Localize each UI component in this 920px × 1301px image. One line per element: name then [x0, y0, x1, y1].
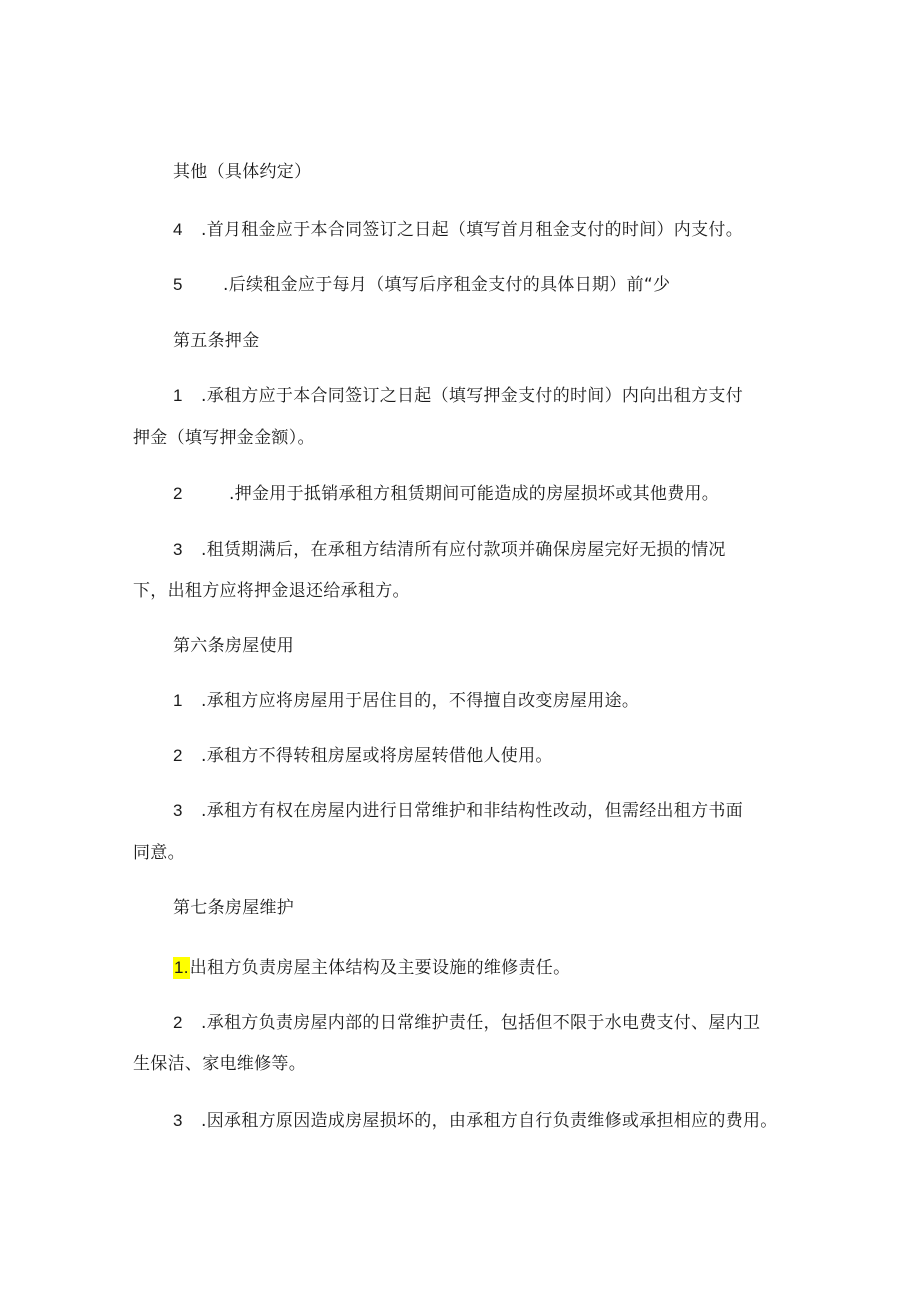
item-number: 2 — [173, 746, 183, 765]
paragraph-text: .首月租金应于本合同签订之日起（填写首月租金支付的时间）内支付。 — [201, 220, 744, 240]
highlighted-item-number: 1. — [174, 958, 189, 977]
paragraph-text: .押金用于抵销承租方租赁期间可能造成的房屋损坏或其他费用。 — [229, 484, 720, 504]
section-heading: 第五条押金 — [173, 331, 260, 351]
paragraph-other — [173, 161, 311, 183]
item-number: 3 — [173, 1111, 183, 1130]
paragraph-text: 同意。 — [133, 843, 185, 863]
article-5-item-1 — [173, 385, 743, 407]
paragraph-text: .租赁期满后，在承租方结清所有应付款项并确保房屋完好无损的情况 — [201, 540, 726, 560]
item-number: 3 — [173, 540, 183, 559]
section-heading: 第六条房屋使用 — [173, 636, 295, 656]
paragraph-text: .承租方应于本合同签订之日起（填写押金支付的时间）内向出租方支付 — [201, 386, 744, 406]
article-7-item-2 — [173, 1012, 760, 1034]
paragraph-text: 押金（填写押金金额）。 — [133, 428, 315, 448]
item-number: 3 — [173, 801, 183, 820]
article-5-title — [173, 330, 260, 352]
article-7-item-2-cont — [133, 1053, 306, 1075]
article-5-item-2 — [173, 483, 719, 505]
paragraph-text: 下，出租方应将押金退还给承租方。 — [133, 581, 410, 601]
article-5-item-1-cont — [133, 427, 315, 449]
paragraph-text: 其他（具体约定） — [173, 162, 312, 182]
item-number: 1 — [173, 691, 183, 710]
paragraph-text: .承租方不得转租房屋或将房屋转借他人使用。 — [201, 746, 553, 766]
item-number: 5 — [173, 275, 183, 294]
article-5-item-3-cont — [133, 580, 410, 602]
paragraph-text: .承租方负责房屋内部的日常维护责任，包括但不限于水电费支付、屋内卫 — [201, 1013, 761, 1033]
paragraph-5 — [173, 274, 670, 296]
paragraph-text: 出租方负责房屋主体结构及主要设施的维修责任。 — [189, 958, 571, 978]
item-number: 4 — [173, 220, 183, 239]
paragraph-text: .承租方有权在房屋内进行日常维护和非结构性改动，但需经出租方书面 — [201, 801, 744, 821]
paragraph-text: .因承租方原因造成房屋损坏的，由承租方自行负责维修或承担相应的费用。 — [201, 1111, 778, 1131]
paragraph-4 — [173, 219, 743, 241]
item-number: 2 — [173, 1013, 183, 1032]
article-6-item-3 — [173, 800, 743, 822]
paragraph-text: 生保洁、家电维修等。 — [133, 1054, 306, 1074]
article-7-item-3 — [173, 1110, 778, 1132]
article-5-item-3 — [173, 539, 726, 561]
article-7-item-1 — [173, 957, 570, 979]
article-6-item-1 — [173, 690, 639, 712]
paragraph-text: .承租方应将房屋用于居住目的，不得擅自改变房屋用途。 — [201, 691, 640, 711]
item-number: 1 — [173, 386, 183, 405]
article-7-title — [173, 897, 294, 919]
paragraph-text: .后续租金应于每月（填写后序租金支付的具体日期）前“少 — [223, 275, 671, 295]
article-6-item-3-cont — [133, 842, 185, 864]
article-6-title — [173, 635, 294, 657]
article-6-item-2 — [173, 745, 553, 767]
section-heading: 第七条房屋维护 — [173, 898, 295, 918]
item-number: 2 — [173, 484, 183, 503]
